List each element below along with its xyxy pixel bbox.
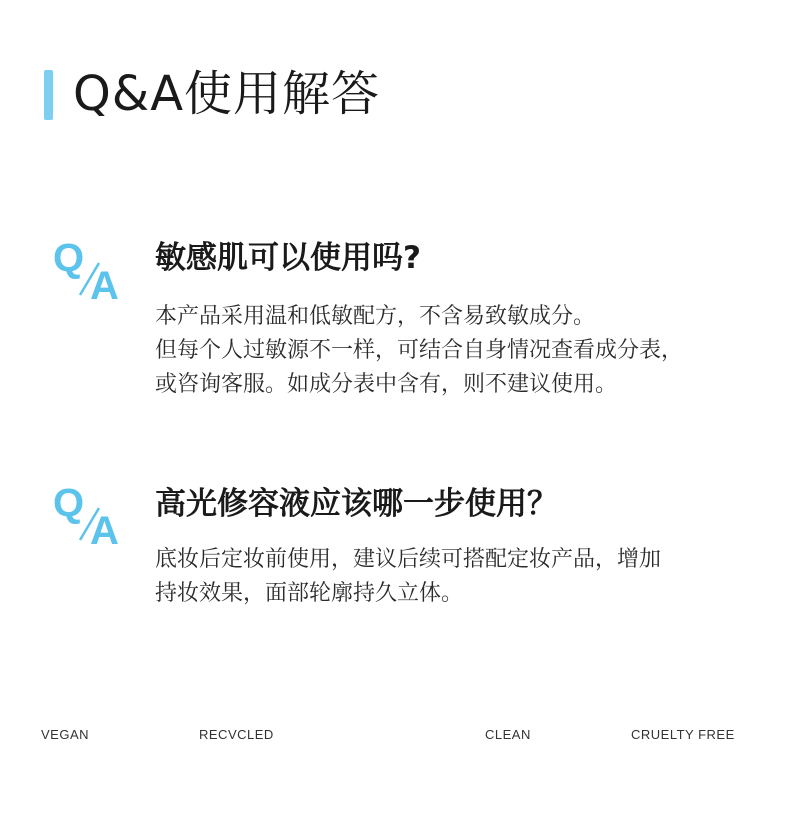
question-2: 高光修容液应该哪一步使用？ — [155, 486, 558, 522]
answer-1-line-3: 或咨询客服。如成分表中含有，则不建议使用。 — [155, 372, 618, 397]
qa-icon — [52, 482, 130, 548]
tag-cruelty-free: CRUELTY FREE — [631, 727, 735, 742]
title-accent-bar — [44, 70, 53, 120]
answer-2 — [155, 543, 661, 611]
svg-text:Q: Q — [53, 482, 85, 525]
svg-text:A: A — [90, 509, 119, 548]
question-1: 敏感肌可以使用吗? — [155, 240, 421, 276]
answer-2-line-2: 持妆效果，面部轮廓持久立体。 — [155, 581, 464, 606]
qa-icon — [52, 237, 130, 303]
answer-1 — [155, 300, 683, 402]
tag-recycled: RECVCLED — [199, 727, 274, 742]
svg-text:Q: Q — [53, 237, 85, 280]
answer-2-line-1: 底妆后定妆前使用，建议后续可搭配定妆产品，增加 — [155, 547, 662, 572]
svg-text:A: A — [90, 264, 119, 303]
answer-1-line-1: 本产品采用温和低敏配方，不含易致敏成分。 — [155, 304, 596, 329]
tag-clean: CLEAN — [485, 727, 531, 742]
tag-vegan: VEGAN — [41, 727, 90, 742]
page-title: Q&A使用解答 — [73, 66, 381, 122]
answer-1-line-2: 但每个人过敏源不一样，可结合自身情况查看成分表， — [155, 338, 684, 363]
